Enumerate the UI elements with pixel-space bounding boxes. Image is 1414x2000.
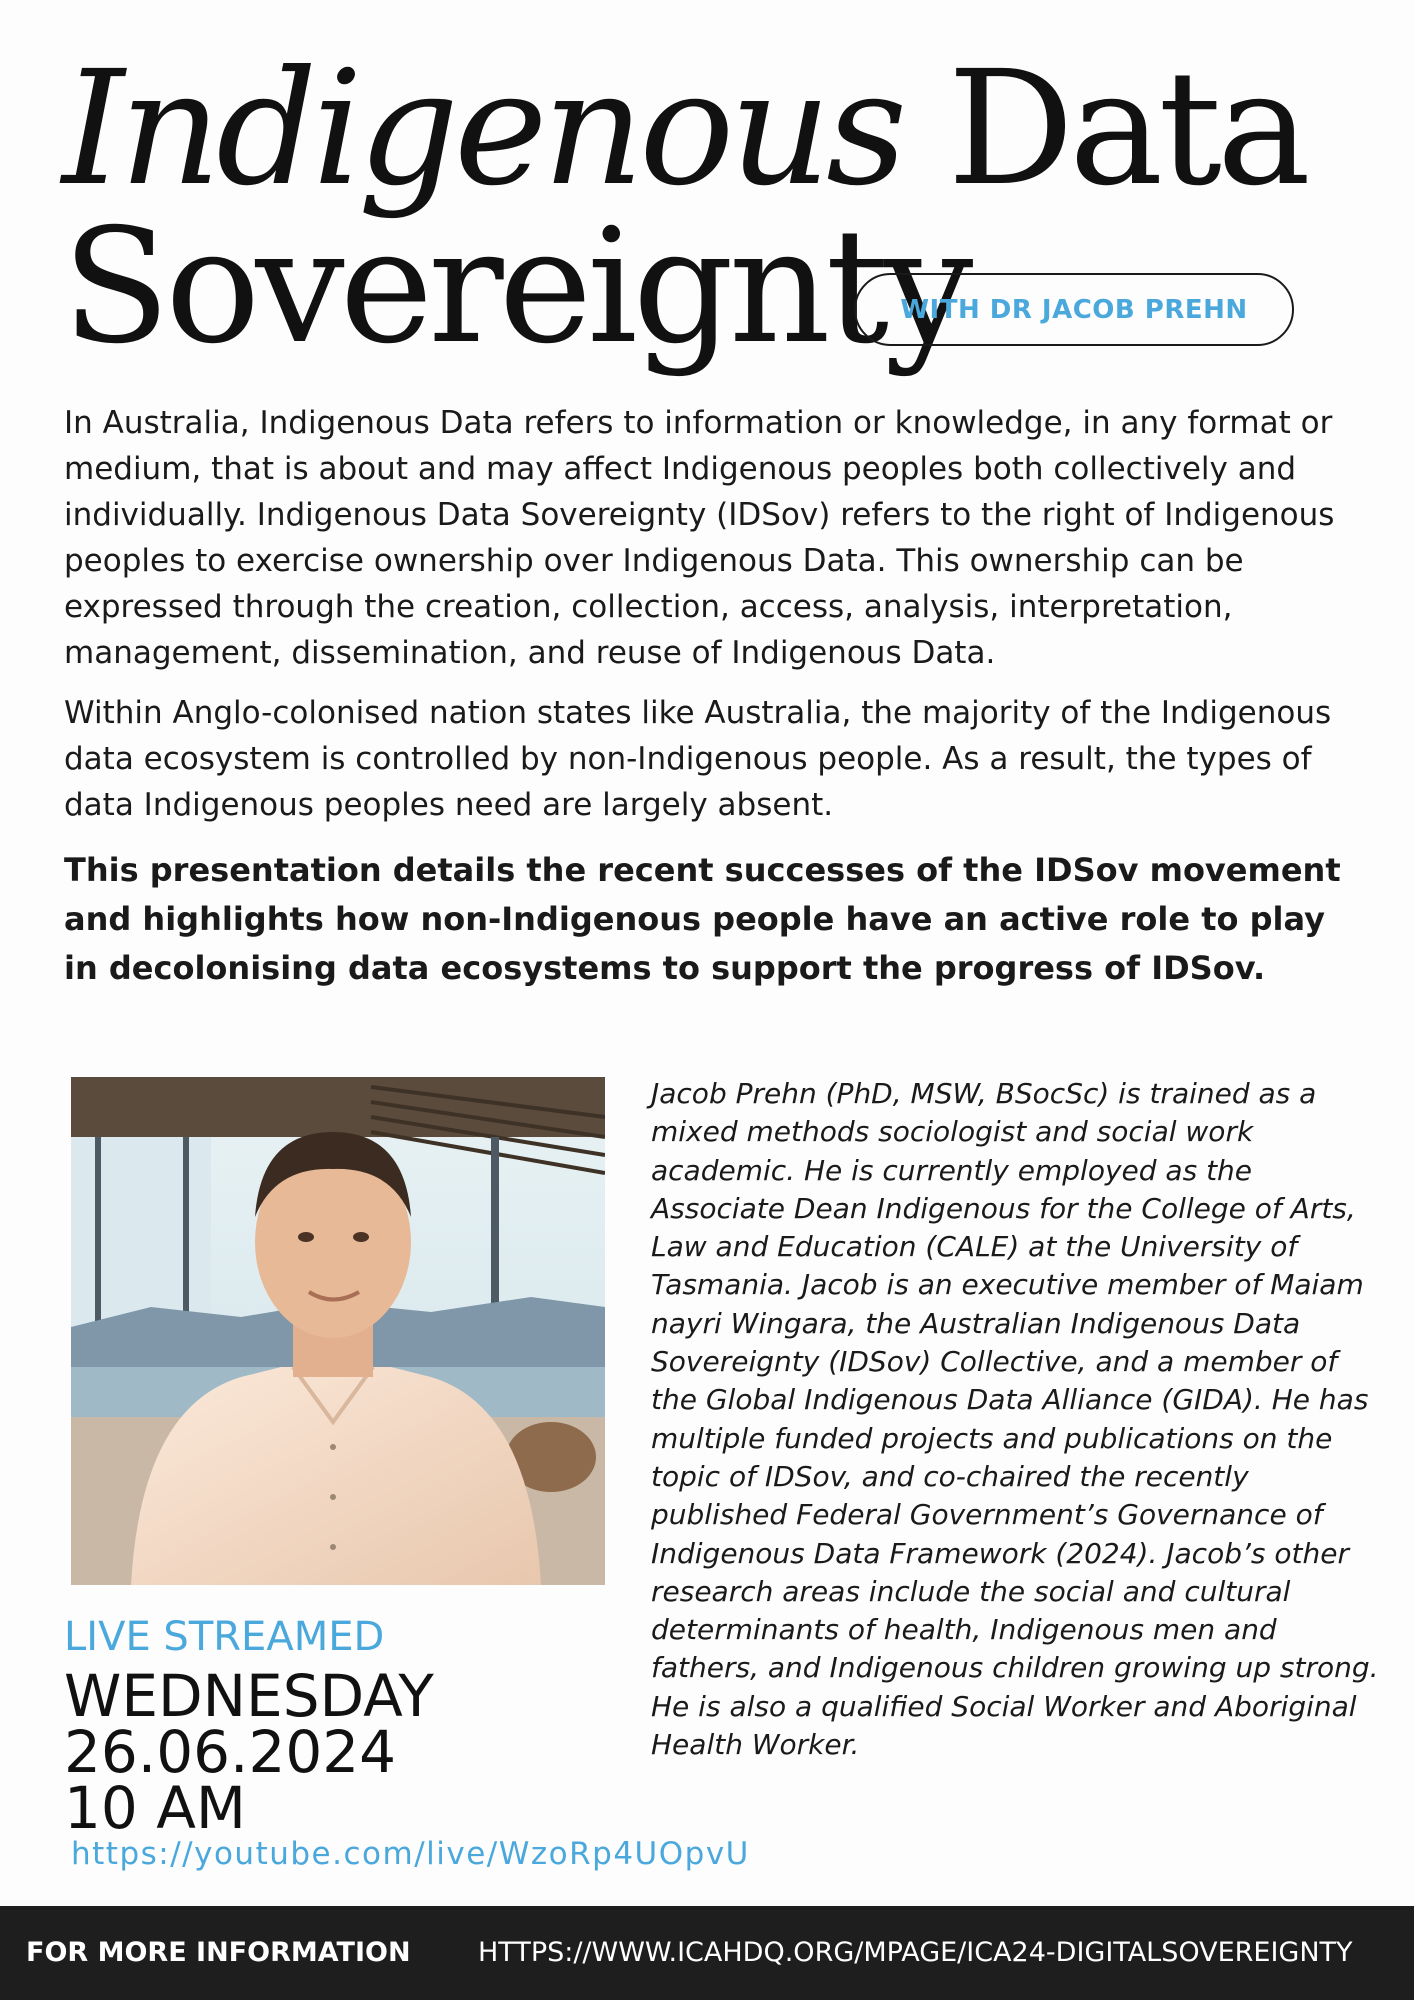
title-word-data: Data <box>947 37 1307 221</box>
speaker-bio: Jacob Prehn (PhD, MSW, BSocSc) is trained as a mixed methods sociologist and social work academic. He is currently employed as the Associate Dean Indigenous for the College of Arts, Law and Education (CALE) at the University of Tasmania. Jacob is an executive member of Maiam nayri Wingara, the Australian Indigenous Data Sovereignty (IDSov) Collective, and a member of the Global Indigenous Data Alliance (GIDA). He has multiple funded projects and publications on the topic of IDSov, and co-chaired the recently published Federal Government’s Governance of Indigenous Data Framework (2024). Jacob’s other research areas include the social and cultural determinants of health, Indigenous men and fathers, and Indigenous children growing up strong. He is also a qualified Social Worker and Aboriginal Health Worker. <box>651 1077 1379 1762</box>
speaker-photo <box>71 1077 605 1585</box>
footer-bar <box>0 1906 1414 2000</box>
intro-paragraph-1: In Australia, Indigenous Data refers to information or knowledge, in any format or medium, that is about and may affect Indigenous peoples both collectively and individually. Indigenous Data Sovereignty (IDSov) refers to the right of Indigenous peoples to exercise ownership over Indigenous Data. This ownership can be expressed through the creation, collection, access, analysis, interpretation, management, dissemination, and reuse of Indigenous Data. <box>64 405 1335 671</box>
event-datetime <box>64 1662 434 1842</box>
intro-section <box>64 400 1364 1007</box>
footer-info-link[interactable]: HTTPS://WWW.ICAHDQ.ORG/MPAGE/ICA24-DIGITALSOVEREIGNTY <box>478 1937 1353 1968</box>
speaker-badge: WITH DR JACOB PREHN <box>854 273 1294 346</box>
title-word-indigenous: Indigenous <box>62 37 903 221</box>
intro-paragraph-2: Within Anglo-colonised nation states like Australia, the majority of the Indigenous data ecosystem is controlled by non-Indigenous people. As a result, the types of data Indigenous peoples need are largely absent. <box>64 695 1332 823</box>
live-streamed-label: LIVE STREAMED <box>64 1614 385 1660</box>
event-time: 10 AM <box>64 1774 246 1842</box>
event-date: 26.06.2024 <box>64 1718 397 1786</box>
presentation-summary: This presentation details the recent successes of the IDSov movement and highlights how non-Indigenous people have an active role to play in decolonising data ecosystems to support the progress of IDSov. <box>64 851 1341 987</box>
event-day: WEDNESDAY <box>64 1662 434 1730</box>
title-word-sovereignty: Sovereignty <box>62 195 969 379</box>
livestream-link[interactable]: https://youtube.com/live/WzoRp4UOpvU <box>71 1836 750 1872</box>
footer-label: FOR MORE INFORMATION <box>26 1937 411 1968</box>
